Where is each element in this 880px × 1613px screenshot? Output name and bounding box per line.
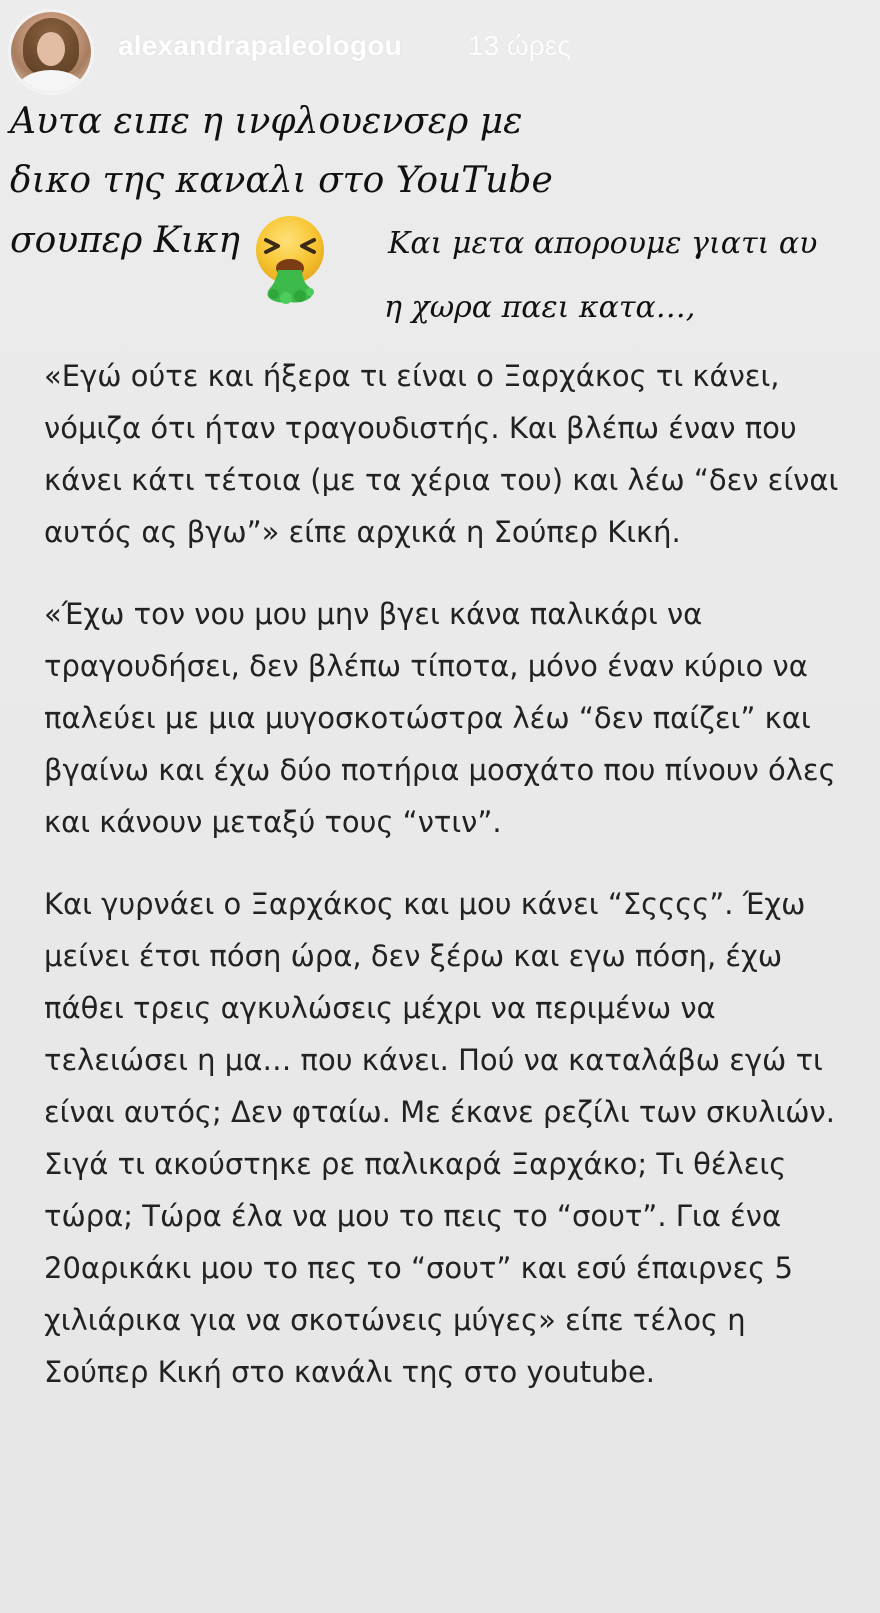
- article-paragraph: «Εγώ ούτε και ήξερα τι είναι ο Ξαρχάκος τι κάνει, νόμιζα ότι ήταν τραγουδιστής. Και βλέπω έναν που κάνει κάτι τέτοια (με τα χέρια του) και λέω “δεν είναι αυτός ας βγω”» είπε αρχικά η Σούπερ Κική.: [44, 359, 839, 549]
- overlay-text-line: Αυτα ειπε η ινφλουενσερ με: [10, 101, 523, 142]
- article-paragraph: Και γυρνάει ο Ξαρχάκος και μου κάνει “Σςςςς”. Έχω μείνει έτσι πόση ώρα, δεν ξέρω και εγω πόση, έχω πάθει τρεις αγκυλώσεις μέχρι να περιμένω να τελειώσει η μα… που κάνει. Πού να καταλάβω εγώ τι είναι αυτός; Δεν φταίω. Με έκανε ρεζίλι των σκυλιών. Σιγά τι ακούστηκε ρε παλικαρά Ξαρχάκο; Τι θέλεις τώρα; Τώρα έλα να μου το πεις το “σουτ”. Για ένα 20αρικάκι μου το πες το “σουτ” και εσύ έπαιρνες 5 χιλιάρικα για να σκοτώνεις μύγες» είπε τέλος η Σούπερ Κική στο κανάλι της στο youtube.: [44, 887, 835, 1389]
- article-text: [44, 350, 844, 1398]
- article-paragraph: «Έχω τον νου μου μην βγει κάνα παλικάρι να τραγουδήσει, δεν βλέπω τίποτα, μόνο έναν κύριο να παλεύει με μια μυγοσκοτώστρα λέω “δεν παίζει” και βγαίνω και έχω δύο ποτήρια μοσχάτο που πίνουν όλες και κάνουν μεταξύ τους “ντιν”.: [44, 597, 836, 839]
- overlay-text-line: η χωρα παει κατα…,: [384, 290, 696, 325]
- avatar[interactable]: [11, 12, 91, 92]
- overlay-text-line: σουπερ Κικη: [10, 220, 240, 261]
- story-header: [0, 0, 880, 110]
- overlay-text-line: Και μετα απορουμε γιατι αυ: [388, 226, 818, 261]
- vomiting-face-emoji-icon: [242, 210, 338, 306]
- avatar-shirt: [17, 70, 85, 92]
- username[interactable]: alexandrapaleologou: [118, 30, 402, 61]
- avatar-face: [37, 32, 65, 66]
- post-time: 13 ώρες: [468, 30, 571, 61]
- overlay-text-line: δικο της καναλι στο YouTube: [10, 160, 553, 201]
